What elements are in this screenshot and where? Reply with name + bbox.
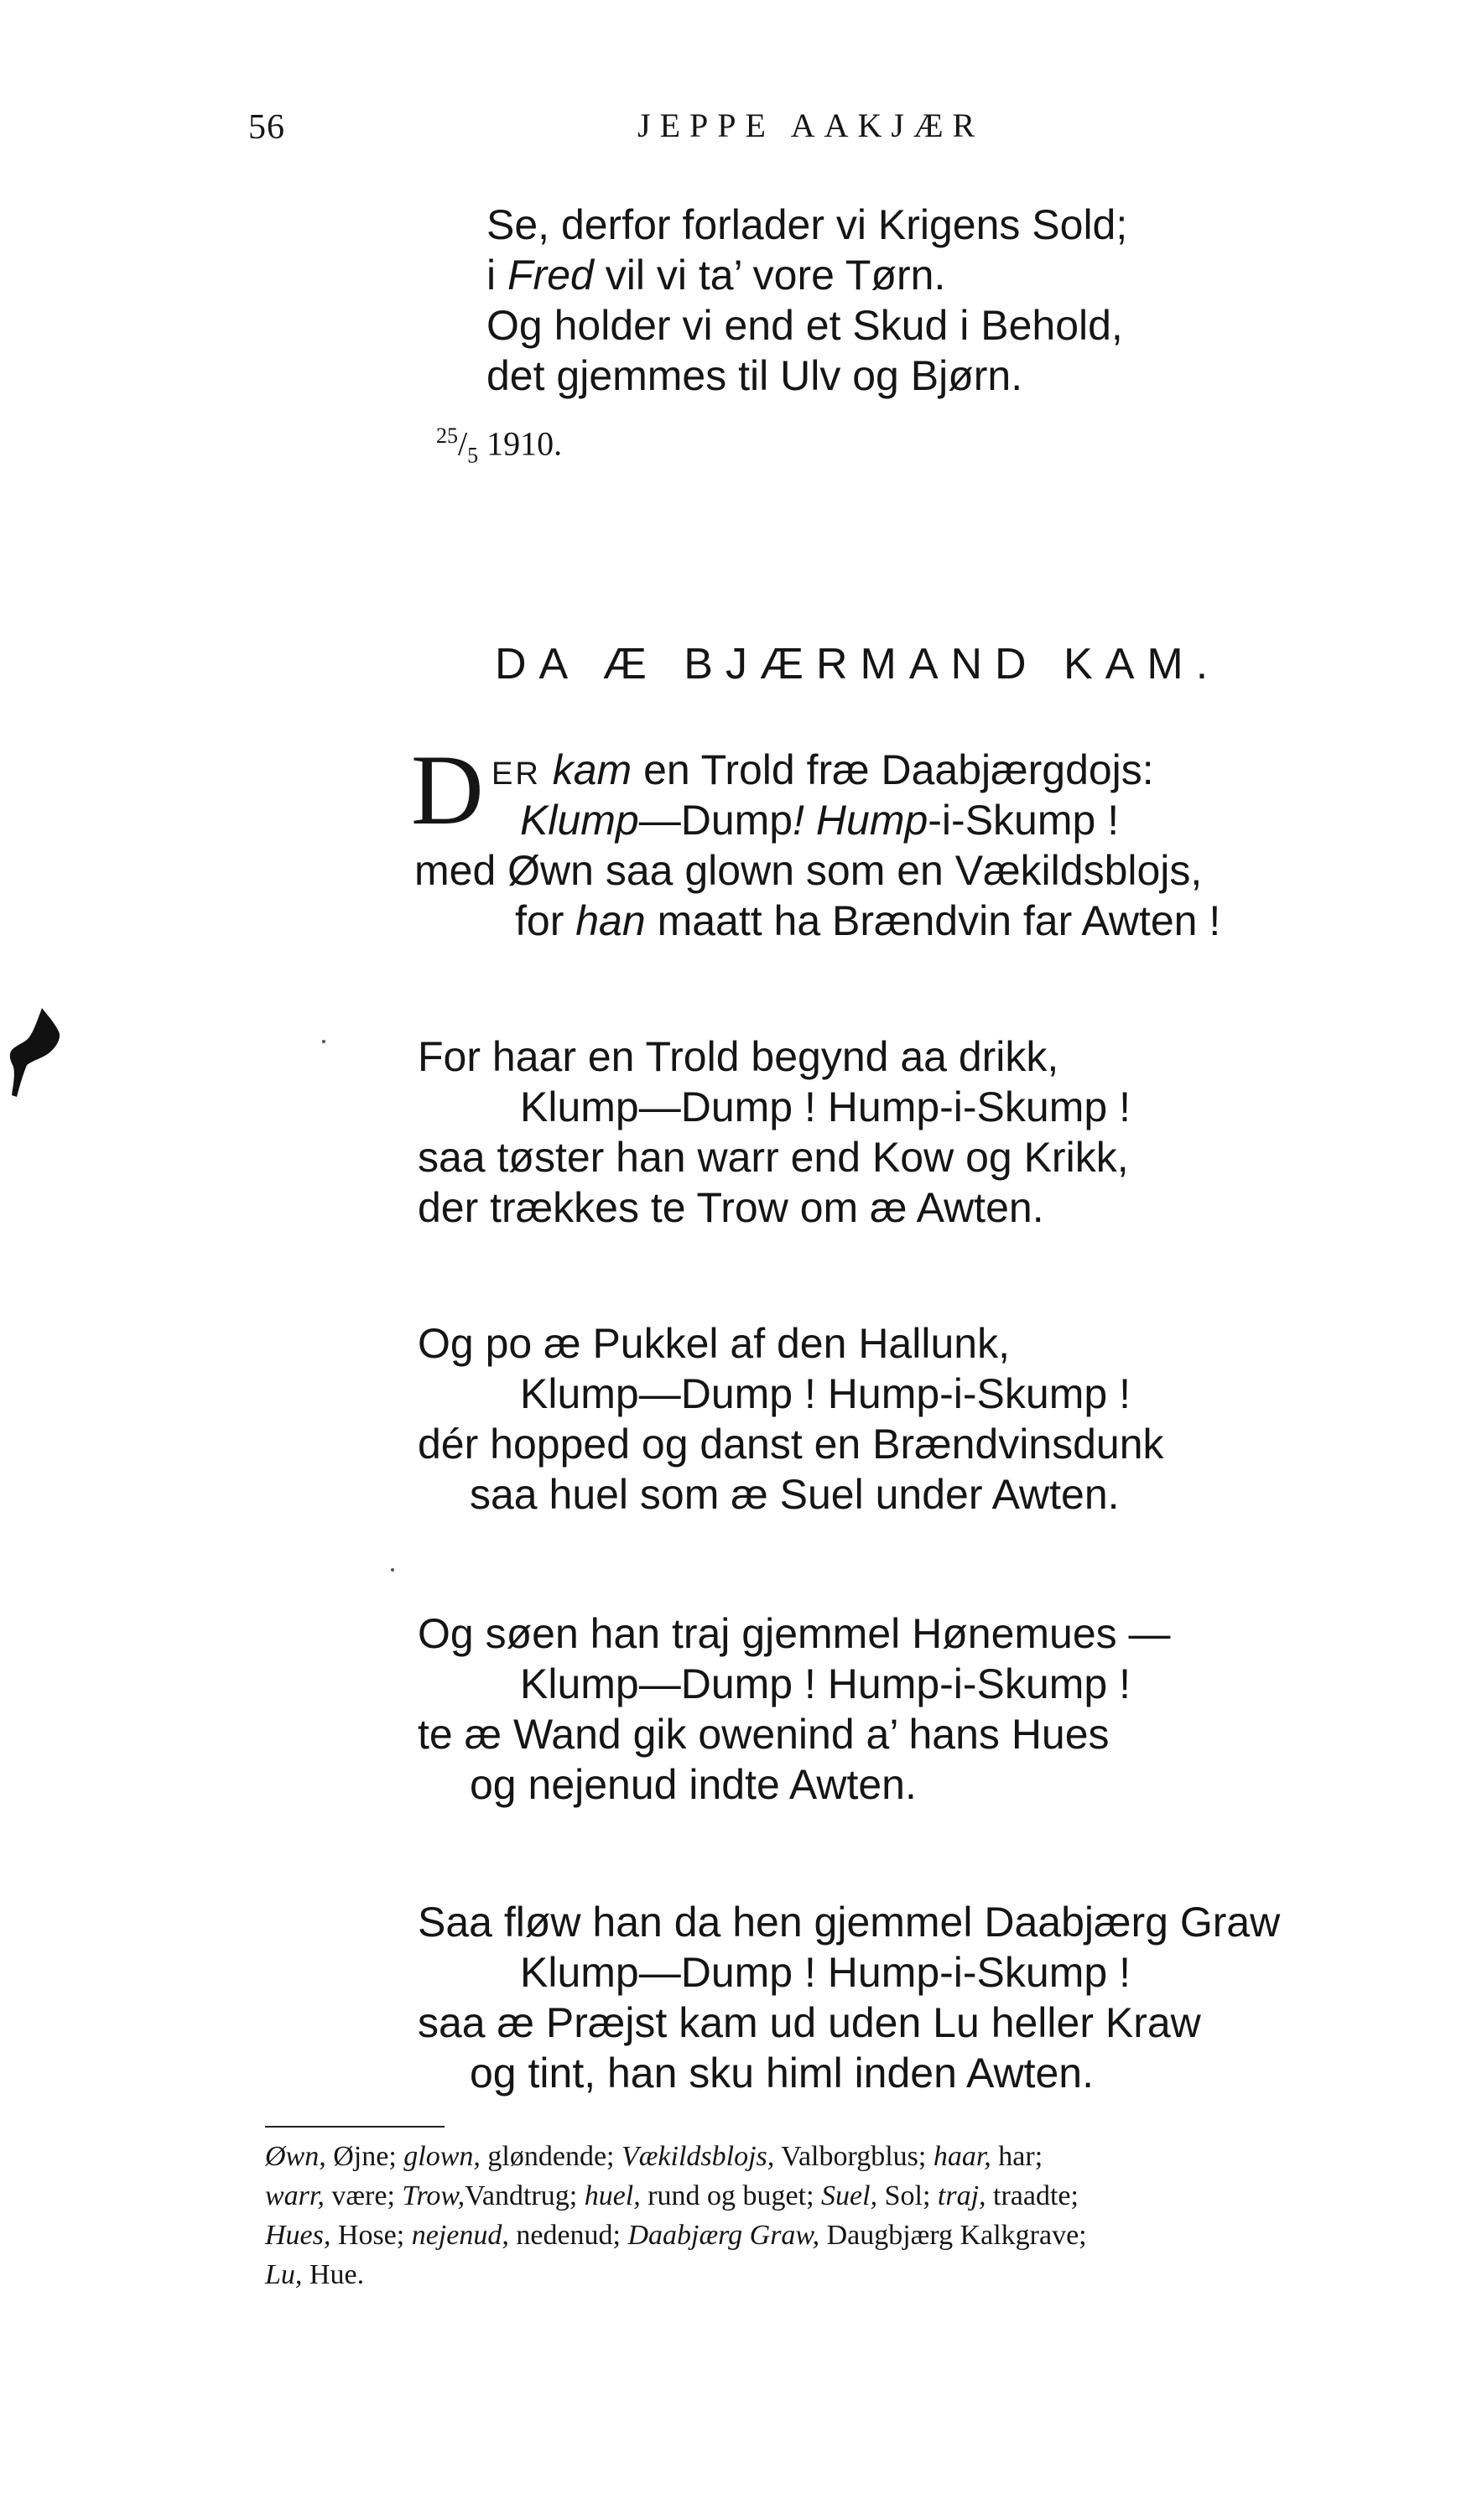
- footnote-headword: glown,: [403, 2141, 481, 2172]
- footnote-headword: Daabjærg Graw,: [627, 2220, 820, 2251]
- poem-line: og tint, han sku himl inden Awten.: [470, 2050, 1094, 2097]
- poem-line: For haar en Trold begynd aa drikk,: [418, 1033, 1059, 1080]
- footnote-line: [265, 2216, 1087, 2255]
- footnote-gloss: rund og buget;: [640, 2180, 822, 2211]
- footnote-gloss: Daugbjærg Kalkgrave;: [819, 2220, 1087, 2251]
- poem-line: saa tøster han warr end Kow og Krikk,: [418, 1134, 1129, 1181]
- refrain-line: Klump—Dump ! Hump-i-Skump !: [520, 1949, 1131, 1996]
- poem-line: med Øwn saa glown som en Vækildsblojs,: [414, 847, 1203, 894]
- poem-line: saa huel som æ Suel under Awten.: [470, 1471, 1120, 1518]
- paper-speck: [322, 1040, 325, 1043]
- refrain-line: Klump—Dump! Hump-i-Skump !: [520, 797, 1120, 844]
- footnote-headword: Lu,: [265, 2259, 303, 2290]
- poem-line: ER kam en Trold fræ Daabjærgdojs:: [491, 746, 1154, 793]
- running-head: JEPPE AAKJÆR: [637, 107, 985, 144]
- footnote-headword: Suel,: [821, 2180, 878, 2211]
- footnote-line: [265, 2137, 1043, 2176]
- poem-title: DA Æ BJÆRMAND KAM.: [495, 640, 1221, 688]
- poem-date: $^{25}/_5$ 1910.: [436, 423, 563, 468]
- poem-line: og nejenud indte Awten.: [470, 1761, 917, 1808]
- footnote-gloss: Valborgblus;: [774, 2141, 934, 2172]
- footnote-headword: traj,: [937, 2180, 986, 2211]
- poem-line: saa æ Præjst kam ud uden Lu heller Kraw: [418, 1999, 1201, 2046]
- poem-line: dér hopped og danst en Brændvinsdunk: [418, 1421, 1164, 1468]
- footnote-headword: Vækildsblojs,: [621, 2141, 775, 2172]
- poem-line: Se, derfor forlader vi Krigens Sold;: [486, 201, 1128, 248]
- footnote-headword: Trow,: [402, 2180, 465, 2211]
- poem-line: i Fred vil vi ta’ vore Tørn.: [486, 252, 946, 299]
- footnote-rule: [265, 2126, 445, 2128]
- footnote-gloss: nedenud;: [508, 2220, 628, 2251]
- poem-line: det gjemmes til Ulv og Bjørn.: [486, 352, 1023, 399]
- page-number: 56: [248, 108, 285, 147]
- poem-line: Og po æ Pukkel af den Hallunk,: [418, 1320, 1010, 1367]
- poem-line: te æ Wand gik owenind a’ hans Hues: [418, 1711, 1110, 1758]
- footnote-gloss: traadte;: [986, 2180, 1079, 2211]
- footnote-gloss: gløndende;: [480, 2141, 621, 2172]
- poem-line: Og holder vi end et Skud i Behold,: [486, 302, 1123, 349]
- footnote-gloss: har;: [991, 2141, 1043, 2172]
- footnote-headword: warr,: [265, 2180, 325, 2211]
- poem-line: for han maatt ha Brændvin far Awten !: [515, 897, 1221, 944]
- footnote-headword: nejenud,: [411, 2220, 509, 2251]
- drop-cap: D: [411, 734, 484, 845]
- footnote-gloss: Øjne;: [325, 2141, 404, 2172]
- footnote-gloss: Hose;: [330, 2220, 412, 2251]
- footnote-gloss: Hue.: [302, 2259, 365, 2290]
- footnote-line: [265, 2255, 364, 2294]
- footnote-gloss: Sol;: [877, 2180, 938, 2211]
- footnote-gloss: Vandtrug;: [465, 2180, 585, 2211]
- ink-blot-mark: [5, 1006, 64, 1099]
- poem-line: Og søen han traj gjemmel Hønemues —: [418, 1610, 1171, 1657]
- refrain-line: Klump—Dump ! Hump-i-Skump !: [520, 1370, 1131, 1417]
- refrain-line: Klump—Dump ! Hump-i-Skump !: [520, 1660, 1131, 1707]
- refrain-line: Klump—Dump ! Hump-i-Skump !: [520, 1083, 1131, 1130]
- footnote-headword: Hues,: [265, 2220, 331, 2251]
- footnote-headword: haar,: [933, 2141, 991, 2172]
- footnote-headword: huel,: [584, 2180, 641, 2211]
- footnote-line: [265, 2176, 1079, 2216]
- poem-line: Saa fløw han da hen gjemmel Daabjærg Graw: [418, 1899, 1281, 1946]
- poem-line: der trækkes te Trow om æ Awten.: [418, 1184, 1044, 1231]
- paper-speck: [391, 1568, 394, 1572]
- footnote-headword: Øwn,: [265, 2141, 326, 2172]
- footnote-gloss: være;: [324, 2180, 403, 2211]
